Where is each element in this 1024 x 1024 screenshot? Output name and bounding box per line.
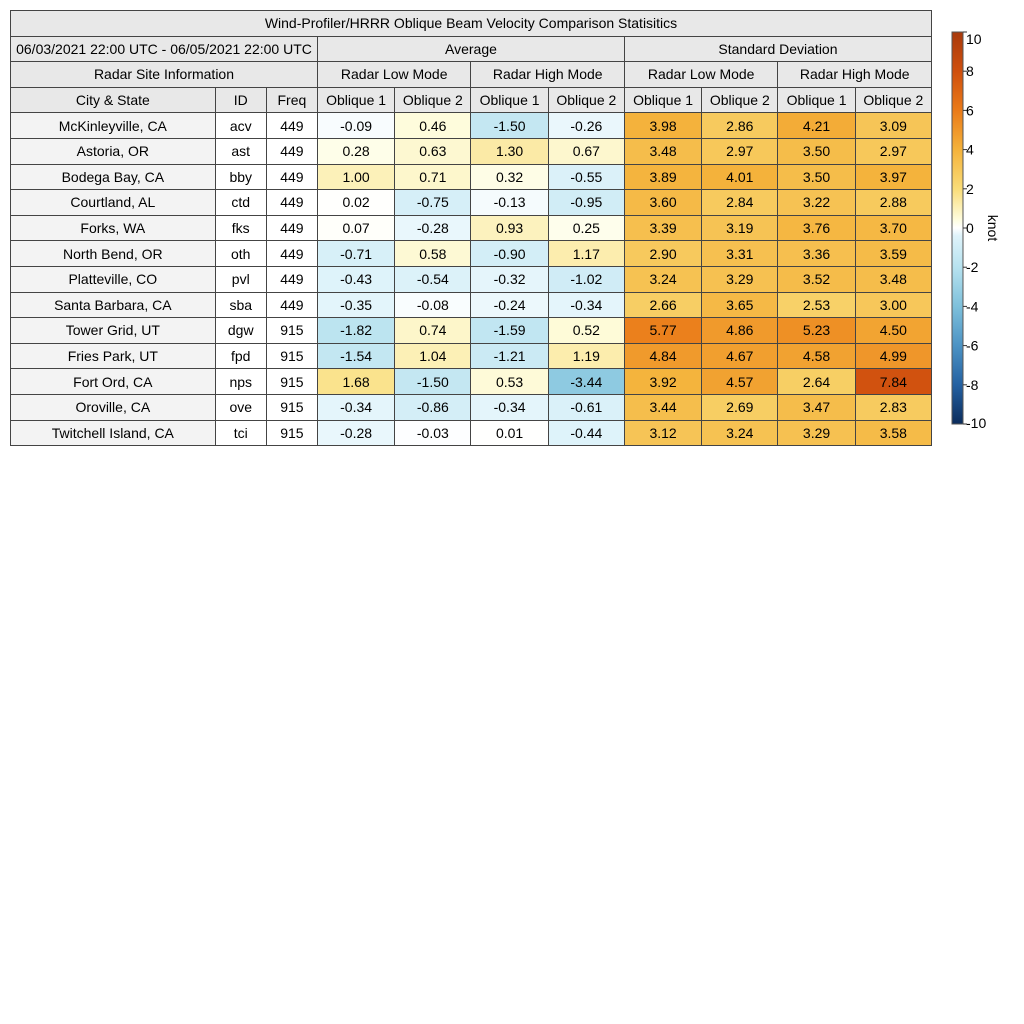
value-cell: 1.00 <box>317 164 394 190</box>
value-cell: 1.68 <box>317 369 394 395</box>
std-low-mode-header: Radar Low Mode <box>624 62 777 88</box>
value-cell: 4.01 <box>702 164 778 190</box>
city-cell: Bodega Bay, CA <box>11 164 216 190</box>
std-low-oblique2-header: Oblique 2 <box>702 87 778 113</box>
value-cell: 0.07 <box>317 215 394 241</box>
value-cell: 4.86 <box>702 318 778 344</box>
table-row <box>11 343 932 369</box>
city-cell: Santa Barbara, CA <box>11 292 216 318</box>
value-cell: 3.36 <box>778 241 855 267</box>
colorbar-tick-label: -8 <box>966 376 979 393</box>
value-cell: -3.44 <box>548 369 624 395</box>
avg-high-oblique1-header: Oblique 1 <box>471 87 548 113</box>
colorbar-tick-label: -10 <box>966 415 987 430</box>
colorbar-tick-label: 4 <box>966 141 974 158</box>
value-cell: 0.32 <box>471 164 548 190</box>
value-cell: -0.43 <box>317 266 394 292</box>
value-cell: 2.66 <box>624 292 701 318</box>
value-cell: -1.54 <box>317 343 394 369</box>
value-cell: 3.19 <box>702 215 778 241</box>
city-cell: McKinleyville, CA <box>11 113 216 139</box>
value-cell: 2.83 <box>855 394 931 420</box>
value-cell: 0.71 <box>395 164 471 190</box>
value-cell: 3.89 <box>624 164 701 190</box>
table-row <box>11 113 932 139</box>
id-cell: bby <box>215 164 266 190</box>
value-cell: -0.35 <box>317 292 394 318</box>
value-cell: 3.39 <box>624 215 701 241</box>
value-cell: 3.98 <box>624 113 701 139</box>
city-cell: North Bend, OR <box>11 241 216 267</box>
city-cell: Twitchell Island, CA <box>11 420 216 446</box>
colorbar-tick-label: 2 <box>966 180 974 197</box>
table-row <box>11 138 932 164</box>
value-cell: -0.24 <box>471 292 548 318</box>
value-cell: -0.34 <box>317 394 394 420</box>
id-cell: oth <box>215 241 266 267</box>
value-cell: 5.77 <box>624 318 701 344</box>
freq-cell: 915 <box>266 318 317 344</box>
value-cell: -0.61 <box>548 394 624 420</box>
value-cell: 2.84 <box>702 190 778 216</box>
value-cell: 3.31 <box>702 241 778 267</box>
id-cell: sba <box>215 292 266 318</box>
avg-low-oblique1-header: Oblique 1 <box>317 87 394 113</box>
freq-cell: 449 <box>266 292 317 318</box>
city-cell: Courtland, AL <box>11 190 216 216</box>
value-cell: -0.32 <box>471 266 548 292</box>
value-cell: -0.09 <box>317 113 394 139</box>
col-freq-header: Freq <box>266 87 317 113</box>
table-row <box>11 164 932 190</box>
freq-cell: 449 <box>266 190 317 216</box>
colorbar-tick-label: 6 <box>966 102 974 119</box>
value-cell: -0.26 <box>548 113 624 139</box>
value-cell: 3.09 <box>855 113 931 139</box>
value-cell: 3.29 <box>778 420 855 446</box>
id-cell: fpd <box>215 343 266 369</box>
value-cell: 0.28 <box>317 138 394 164</box>
city-cell: Platteville, CO <box>11 266 216 292</box>
value-cell: -0.44 <box>548 420 624 446</box>
id-cell: fks <box>215 215 266 241</box>
value-cell: 3.48 <box>624 138 701 164</box>
col-id-header: ID <box>215 87 266 113</box>
value-cell: -1.82 <box>317 318 394 344</box>
id-cell: tci <box>215 420 266 446</box>
value-cell: 0.67 <box>548 138 624 164</box>
freq-cell: 449 <box>266 241 317 267</box>
site-info-header: Radar Site Information <box>11 62 318 88</box>
value-cell: 0.63 <box>395 138 471 164</box>
group-std: Standard Deviation <box>624 36 931 62</box>
value-cell: 3.48 <box>855 266 931 292</box>
id-cell: ctd <box>215 190 266 216</box>
value-cell: -0.71 <box>317 241 394 267</box>
value-cell: -0.13 <box>471 190 548 216</box>
std-low-oblique1-header: Oblique 1 <box>624 87 701 113</box>
freq-cell: 449 <box>266 113 317 139</box>
value-cell: 3.65 <box>702 292 778 318</box>
value-cell: 0.02 <box>317 190 394 216</box>
value-cell: 3.76 <box>778 215 855 241</box>
id-cell: ast <box>215 138 266 164</box>
value-cell: -1.50 <box>395 369 471 395</box>
std-high-oblique2-header: Oblique 2 <box>855 87 931 113</box>
colorbar-label: knot <box>985 214 1001 242</box>
value-cell: 1.30 <box>471 138 548 164</box>
value-cell: 2.86 <box>702 113 778 139</box>
value-cell: 3.58 <box>855 420 931 446</box>
value-cell: 2.53 <box>778 292 855 318</box>
colorbar-tick-label: -6 <box>966 337 979 354</box>
city-cell: Fort Ord, CA <box>11 369 216 395</box>
avg-low-mode-header: Radar Low Mode <box>317 62 470 88</box>
value-cell: -0.08 <box>395 292 471 318</box>
id-cell: nps <box>215 369 266 395</box>
value-cell: 3.00 <box>855 292 931 318</box>
value-cell: 4.99 <box>855 343 931 369</box>
table-row <box>11 318 932 344</box>
value-cell: -1.59 <box>471 318 548 344</box>
id-cell: pvl <box>215 266 266 292</box>
colorbar-tick-label: 8 <box>966 63 974 80</box>
value-cell: 5.23 <box>778 318 855 344</box>
value-cell: 4.84 <box>624 343 701 369</box>
table-row <box>11 266 932 292</box>
value-cell: 4.50 <box>855 318 931 344</box>
table-row <box>11 190 932 216</box>
value-cell: 3.12 <box>624 420 701 446</box>
value-cell: -0.34 <box>471 394 548 420</box>
col-city-header: City & State <box>11 87 216 113</box>
freq-cell: 449 <box>266 215 317 241</box>
value-cell: 3.70 <box>855 215 931 241</box>
value-cell: 0.52 <box>548 318 624 344</box>
colorbar <box>950 30 1010 430</box>
freq-cell: 449 <box>266 266 317 292</box>
table-row <box>11 394 932 420</box>
value-cell: 0.93 <box>471 215 548 241</box>
value-cell: -0.28 <box>317 420 394 446</box>
group-average: Average <box>317 36 624 62</box>
city-cell: Fries Park, UT <box>11 343 216 369</box>
table-row <box>11 292 932 318</box>
value-cell: -0.34 <box>548 292 624 318</box>
std-high-mode-header: Radar High Mode <box>778 62 932 88</box>
value-cell: -1.02 <box>548 266 624 292</box>
value-cell: 7.84 <box>855 369 931 395</box>
value-cell: 0.58 <box>395 241 471 267</box>
city-cell: Astoria, OR <box>11 138 216 164</box>
avg-low-oblique2-header: Oblique 2 <box>395 87 471 113</box>
avg-high-oblique2-header: Oblique 2 <box>548 87 624 113</box>
value-cell: 3.24 <box>624 266 701 292</box>
value-cell: 0.74 <box>395 318 471 344</box>
table-row <box>11 369 932 395</box>
value-cell: 4.67 <box>702 343 778 369</box>
value-cell: -1.21 <box>471 343 548 369</box>
value-cell: -0.28 <box>395 215 471 241</box>
freq-cell: 449 <box>266 138 317 164</box>
value-cell: 3.50 <box>778 138 855 164</box>
value-cell: 3.97 <box>855 164 931 190</box>
value-cell: 0.01 <box>471 420 548 446</box>
value-cell: -0.95 <box>548 190 624 216</box>
city-cell: Oroville, CA <box>11 394 216 420</box>
value-cell: 3.92 <box>624 369 701 395</box>
value-cell: 1.19 <box>548 343 624 369</box>
date-range: 06/03/2021 22:00 UTC - 06/05/2021 22:00 UTC <box>11 36 318 62</box>
colorbar-ticks <box>963 31 986 430</box>
value-cell: 0.53 <box>471 369 548 395</box>
value-cell: 4.21 <box>778 113 855 139</box>
value-cell: -0.03 <box>395 420 471 446</box>
value-cell: 1.04 <box>395 343 471 369</box>
value-cell: 3.60 <box>624 190 701 216</box>
value-cell: 3.50 <box>778 164 855 190</box>
avg-high-mode-header: Radar High Mode <box>471 62 624 88</box>
city-cell: Tower Grid, UT <box>11 318 216 344</box>
value-cell: 2.69 <box>702 394 778 420</box>
id-cell: acv <box>215 113 266 139</box>
colorbar-tick-label: -4 <box>966 298 979 315</box>
value-cell: -1.50 <box>471 113 548 139</box>
value-cell: 2.97 <box>855 138 931 164</box>
value-cell: 3.29 <box>702 266 778 292</box>
value-cell: 4.58 <box>778 343 855 369</box>
value-cell: 2.97 <box>702 138 778 164</box>
value-cell: 2.88 <box>855 190 931 216</box>
std-high-oblique1-header: Oblique 1 <box>778 87 855 113</box>
value-cell: -0.54 <box>395 266 471 292</box>
city-cell: Forks, WA <box>11 215 216 241</box>
value-cell: 4.57 <box>702 369 778 395</box>
table-row <box>11 420 932 446</box>
value-cell: 3.44 <box>624 394 701 420</box>
id-cell: ove <box>215 394 266 420</box>
value-cell: 3.52 <box>778 266 855 292</box>
value-cell: 3.47 <box>778 394 855 420</box>
id-cell: dgw <box>215 318 266 344</box>
freq-cell: 915 <box>266 343 317 369</box>
value-cell: 2.90 <box>624 241 701 267</box>
value-cell: -0.55 <box>548 164 624 190</box>
value-cell: 0.46 <box>395 113 471 139</box>
colorbar-tick-label: 0 <box>966 220 974 236</box>
colorbar-tick-label: -2 <box>966 259 979 276</box>
value-cell: -0.75 <box>395 190 471 216</box>
table-title: Wind-Profiler/HRRR Oblique Beam Velocity Comparison Statisitics <box>11 11 932 37</box>
freq-cell: 449 <box>266 164 317 190</box>
value-cell: 3.24 <box>702 420 778 446</box>
freq-cell: 915 <box>266 394 317 420</box>
freq-cell: 915 <box>266 420 317 446</box>
value-cell: 0.25 <box>548 215 624 241</box>
value-cell: 3.22 <box>778 190 855 216</box>
table-body <box>11 113 932 446</box>
value-cell: 1.17 <box>548 241 624 267</box>
table-row <box>11 215 932 241</box>
table-row <box>11 241 932 267</box>
stats-table <box>10 10 932 446</box>
value-cell: 3.59 <box>855 241 931 267</box>
value-cell: 2.64 <box>778 369 855 395</box>
value-cell: -0.90 <box>471 241 548 267</box>
value-cell: -0.86 <box>395 394 471 420</box>
freq-cell: 915 <box>266 369 317 395</box>
colorbar-gradient <box>952 32 963 424</box>
colorbar-tick-label: 10 <box>966 31 982 47</box>
